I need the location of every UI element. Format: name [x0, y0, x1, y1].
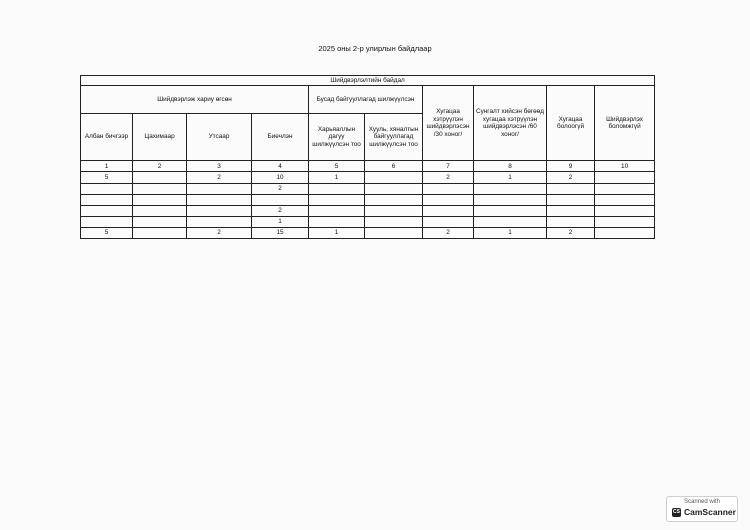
table-cell: 10	[252, 172, 309, 183]
table-cell: 1	[474, 172, 547, 183]
table-row	[81, 194, 655, 205]
table-cell: 2	[547, 172, 595, 183]
total-row	[81, 227, 655, 238]
table-cell	[547, 183, 595, 194]
table-cell	[423, 183, 474, 194]
table-cell	[595, 205, 655, 216]
column-number: 6	[365, 161, 423, 172]
table-row	[81, 183, 655, 194]
column-number: 1	[81, 161, 133, 172]
table-cell	[423, 216, 474, 227]
document-title: 2025 оны 2-р улирлын байдлаар	[318, 44, 432, 53]
table-cell: 5	[81, 172, 133, 183]
table-cell: 2	[187, 227, 252, 238]
table-cell	[309, 216, 365, 227]
table-cell	[595, 194, 655, 205]
table-cell	[133, 227, 187, 238]
header-resolution-status: Шийдвэрлэлтийн байдал	[81, 76, 655, 86]
table-cell	[133, 216, 187, 227]
table-cell: 15	[252, 227, 309, 238]
table-cell	[547, 216, 595, 227]
table-cell	[547, 194, 595, 205]
table-cell	[187, 205, 252, 216]
header-group-answered: Шийдвэрлэж хариу өгсөн	[81, 85, 309, 113]
header-phone: Утсаар	[187, 113, 252, 161]
table-cell	[474, 194, 547, 205]
column-number: 9	[547, 161, 595, 172]
table-cell	[474, 216, 547, 227]
table-cell	[423, 194, 474, 205]
table-cell: 2	[423, 227, 474, 238]
column-number: 4	[252, 161, 309, 172]
header-cannot-resolve: Шийдвэрлэх боломжгүй	[595, 85, 655, 160]
header-not-due: Хугацаа болоогүй	[547, 85, 595, 160]
table-cell	[595, 172, 655, 183]
column-number: 8	[474, 161, 547, 172]
camscanner-logo-icon: CS	[673, 509, 680, 515]
header-transferred-law-enforcement: Хууль, хяналтын байгууллагад шилжүүлсэн тоо	[365, 113, 423, 161]
table-cell	[595, 216, 655, 227]
header-group-transferred: Бусад байгууллагад шилжүүлсэн	[309, 85, 423, 113]
table-cell	[423, 205, 474, 216]
table-cell	[133, 172, 187, 183]
column-number: 10	[595, 161, 655, 172]
column-number: 5	[309, 161, 365, 172]
column-number-row	[81, 161, 655, 172]
table-cell	[365, 194, 423, 205]
table-cell	[365, 205, 423, 216]
table-cell	[365, 216, 423, 227]
table-cell	[81, 194, 133, 205]
table-cell	[309, 194, 365, 205]
table-cell	[81, 205, 133, 216]
table-cell: 1	[252, 216, 309, 227]
table-cell: 1	[309, 227, 365, 238]
table-cell	[309, 205, 365, 216]
table-cell: 1	[309, 172, 365, 183]
watermark-label: Scanned with	[683, 499, 721, 505]
column-number: 2	[133, 161, 187, 172]
header-electronic: Цахимаар	[133, 113, 187, 161]
table-cell	[474, 205, 547, 216]
table-cell	[187, 216, 252, 227]
camscanner-watermark	[666, 496, 738, 522]
table-cell	[252, 194, 309, 205]
watermark-brand: CamScanner	[684, 507, 736, 517]
header-in-person: Биечлэн	[252, 113, 309, 161]
table-cell	[133, 205, 187, 216]
table-row	[81, 216, 655, 227]
table-cell: 2	[547, 227, 595, 238]
table-cell: 2	[252, 205, 309, 216]
column-number: 7	[423, 161, 474, 172]
table-cell	[547, 205, 595, 216]
table-cell	[81, 216, 133, 227]
table-cell	[365, 183, 423, 194]
table-cell: 5	[81, 227, 133, 238]
header-official-letter: Албан бичгээр	[81, 113, 133, 161]
table-cell	[81, 183, 133, 194]
table-cell	[595, 183, 655, 194]
table-row	[81, 205, 655, 216]
table-cell: 2	[423, 172, 474, 183]
table-cell	[187, 194, 252, 205]
table-cell	[133, 194, 187, 205]
table-cell	[365, 172, 423, 183]
table-cell: 1	[474, 227, 547, 238]
header-transferred-jurisdiction: Харьяаллын дагуу шилжүүлсэн тоо	[309, 113, 365, 161]
table-cell	[187, 183, 252, 194]
header-extended-overdue-60-days: Сунгалт хийсэн бөгөөд хугацаа хэтрүүлэн шийдвэрлэсэн /60 хоног/	[474, 85, 547, 160]
table-cell: 2	[187, 172, 252, 183]
table-row	[81, 172, 655, 183]
column-number: 3	[187, 161, 252, 172]
table-cell	[133, 183, 187, 194]
report-table	[80, 75, 655, 239]
table-cell	[474, 183, 547, 194]
header-overdue-30-days: Хугацаа хэтрүүлэн шийдвэрлэсэн /30 хоног/	[423, 85, 474, 160]
table-cell	[309, 183, 365, 194]
table-cell: 2	[252, 183, 309, 194]
table-cell	[365, 227, 423, 238]
table-cell	[595, 227, 655, 238]
